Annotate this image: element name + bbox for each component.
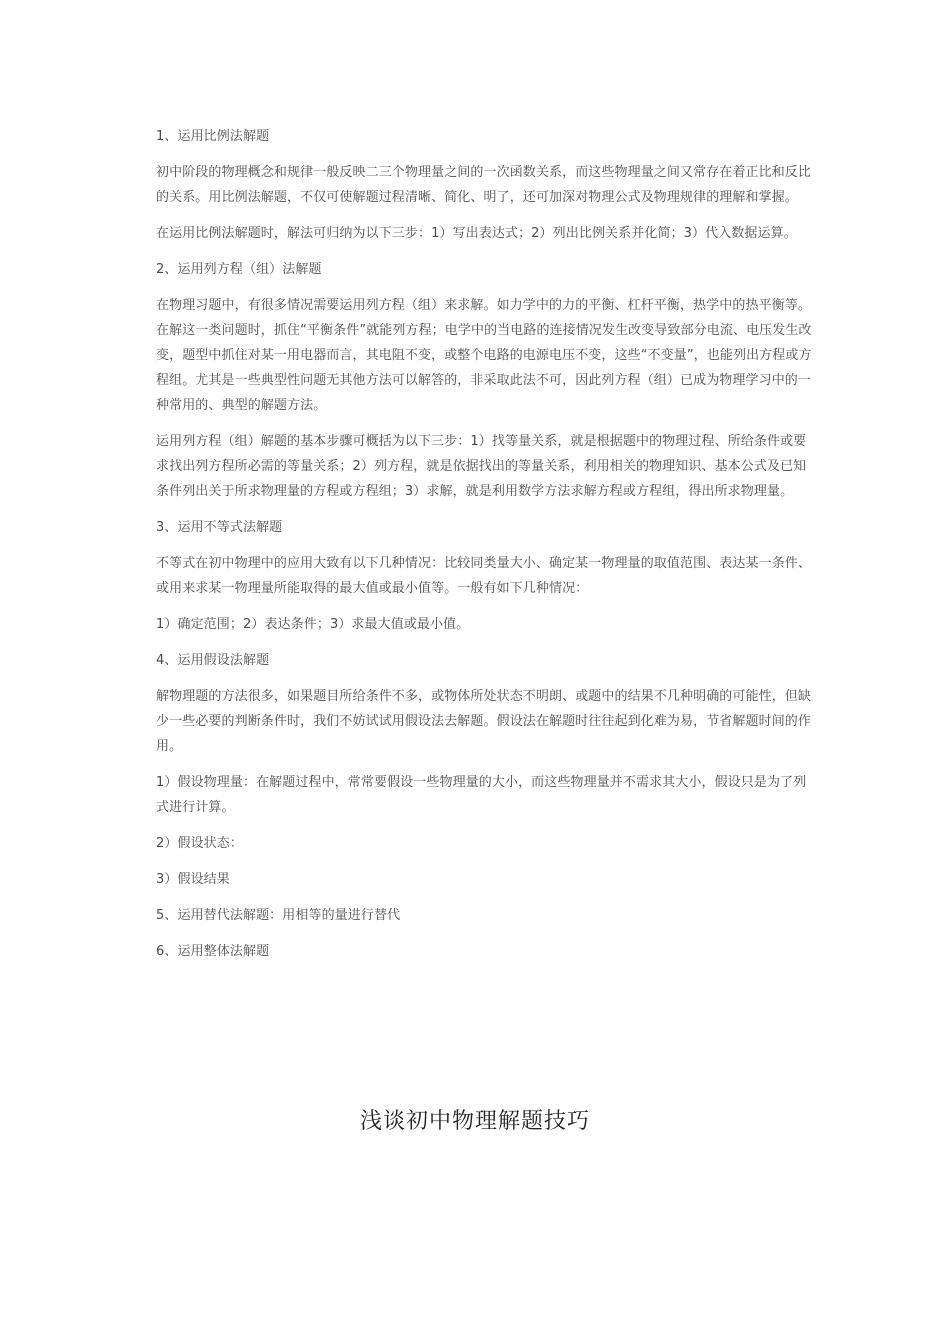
- paragraph-inequality-intro: 不等式在初中物理中的应用大致有以下几种情况：比较同类量大小、确定某一物理量的取值范围、表达某一条件、或用来求某一物理量所能取得的最大值或最小值等。一般有如下几种情况：: [156, 556, 812, 596]
- heading-hypothesis-method: 4、运用假设法解题: [156, 653, 270, 668]
- heading-holistic-method: 6、运用整体法解题: [156, 944, 270, 959]
- paragraph-proportion-intro: 初中阶段的物理概念和规律一般反映二三个物理量之间的一次函数关系，而这些物理量之间又常存在着正比和反比的关系。用比例法解题，不仅可使解题过程清晰、简化、明了，还可加深对物理公式及物理规律的理解和掌握。: [156, 165, 812, 205]
- heading-proportion-method: 1、运用比例法解题: [156, 129, 270, 144]
- paragraph-hypothesis-result: 3）假设结果: [156, 872, 230, 887]
- heading-equation-method: 2、运用列方程（组）法解题: [156, 262, 322, 277]
- paragraph-inequality-cases: 1）确定范围；2）表达条件；3）求最大值或最小值。: [156, 617, 470, 632]
- paragraph-equation-intro: 在物理习题中，有很多情况需要运用列方程（组）来求解。如力学中的力的平衡、杠杆平衡，热学中的热平衡等。在解这一类问题时，抓住“平衡条件”就能列方程；电学中的当电路的连接情况发生改变导致部分电流、电压发生改变，题型中抓住对某一用电器而言，其电阻不变，或整个电路的电源电压不变，这些“不变量”，也能列出方程或方程组。尤其是一些典型性问题无其他方法可以解答的，非采取此法不可，因此列方程（组）已成为物理学习中的一种常用的、典型的解题方法。: [156, 298, 812, 413]
- document-title: 浅谈初中物理解题技巧: [359, 1109, 590, 1134]
- document-body: [156, 124, 816, 975]
- paragraph-hypothesis-quantity: 1）假设物理量：在解题过程中，常常要假设一些物理量的大小，而这些物理量并不需求其大小，假设只是为了列式进行计算。: [156, 775, 807, 815]
- heading-substitution-method: 5、运用替代法解题：用相等的量进行替代: [156, 908, 401, 923]
- paragraph-hypothesis-state: 2）假设状态：: [156, 836, 243, 851]
- paragraph-proportion-steps: 在运用比例法解题时，解法可归纳为以下三步：1）写出表达式；2）列出比例关系并化简；3）代入数据运算。: [156, 226, 797, 241]
- paragraph-hypothesis-intro: 解物理题的方法很多，如果题目所给条件不多，或物体所处状态不明朗、或题中的结果不几种明确的可能性，但缺少一些必要的判断条件时，我们不妨试试用假设法去解题。假设法在解题时往往起到化难为易，节省解题时间的作用。: [156, 689, 812, 754]
- heading-inequality-method: 3、运用不等式法解题: [156, 520, 283, 535]
- paragraph-equation-steps: 运用列方程（组）解题的基本步骤可概括为以下三步：1）找等量关系，就是根据题中的物理过程、所给条件或要求找出列方程所必需的等量关系；2）列方程，就是依据找出的等量关系，利用相关的物理知识、基本公式及已知条件列出关于所求物理量的方程或方程组；3）求解，就是利用数学方法求解方程或方程组，得出所求物理量。: [156, 434, 807, 499]
